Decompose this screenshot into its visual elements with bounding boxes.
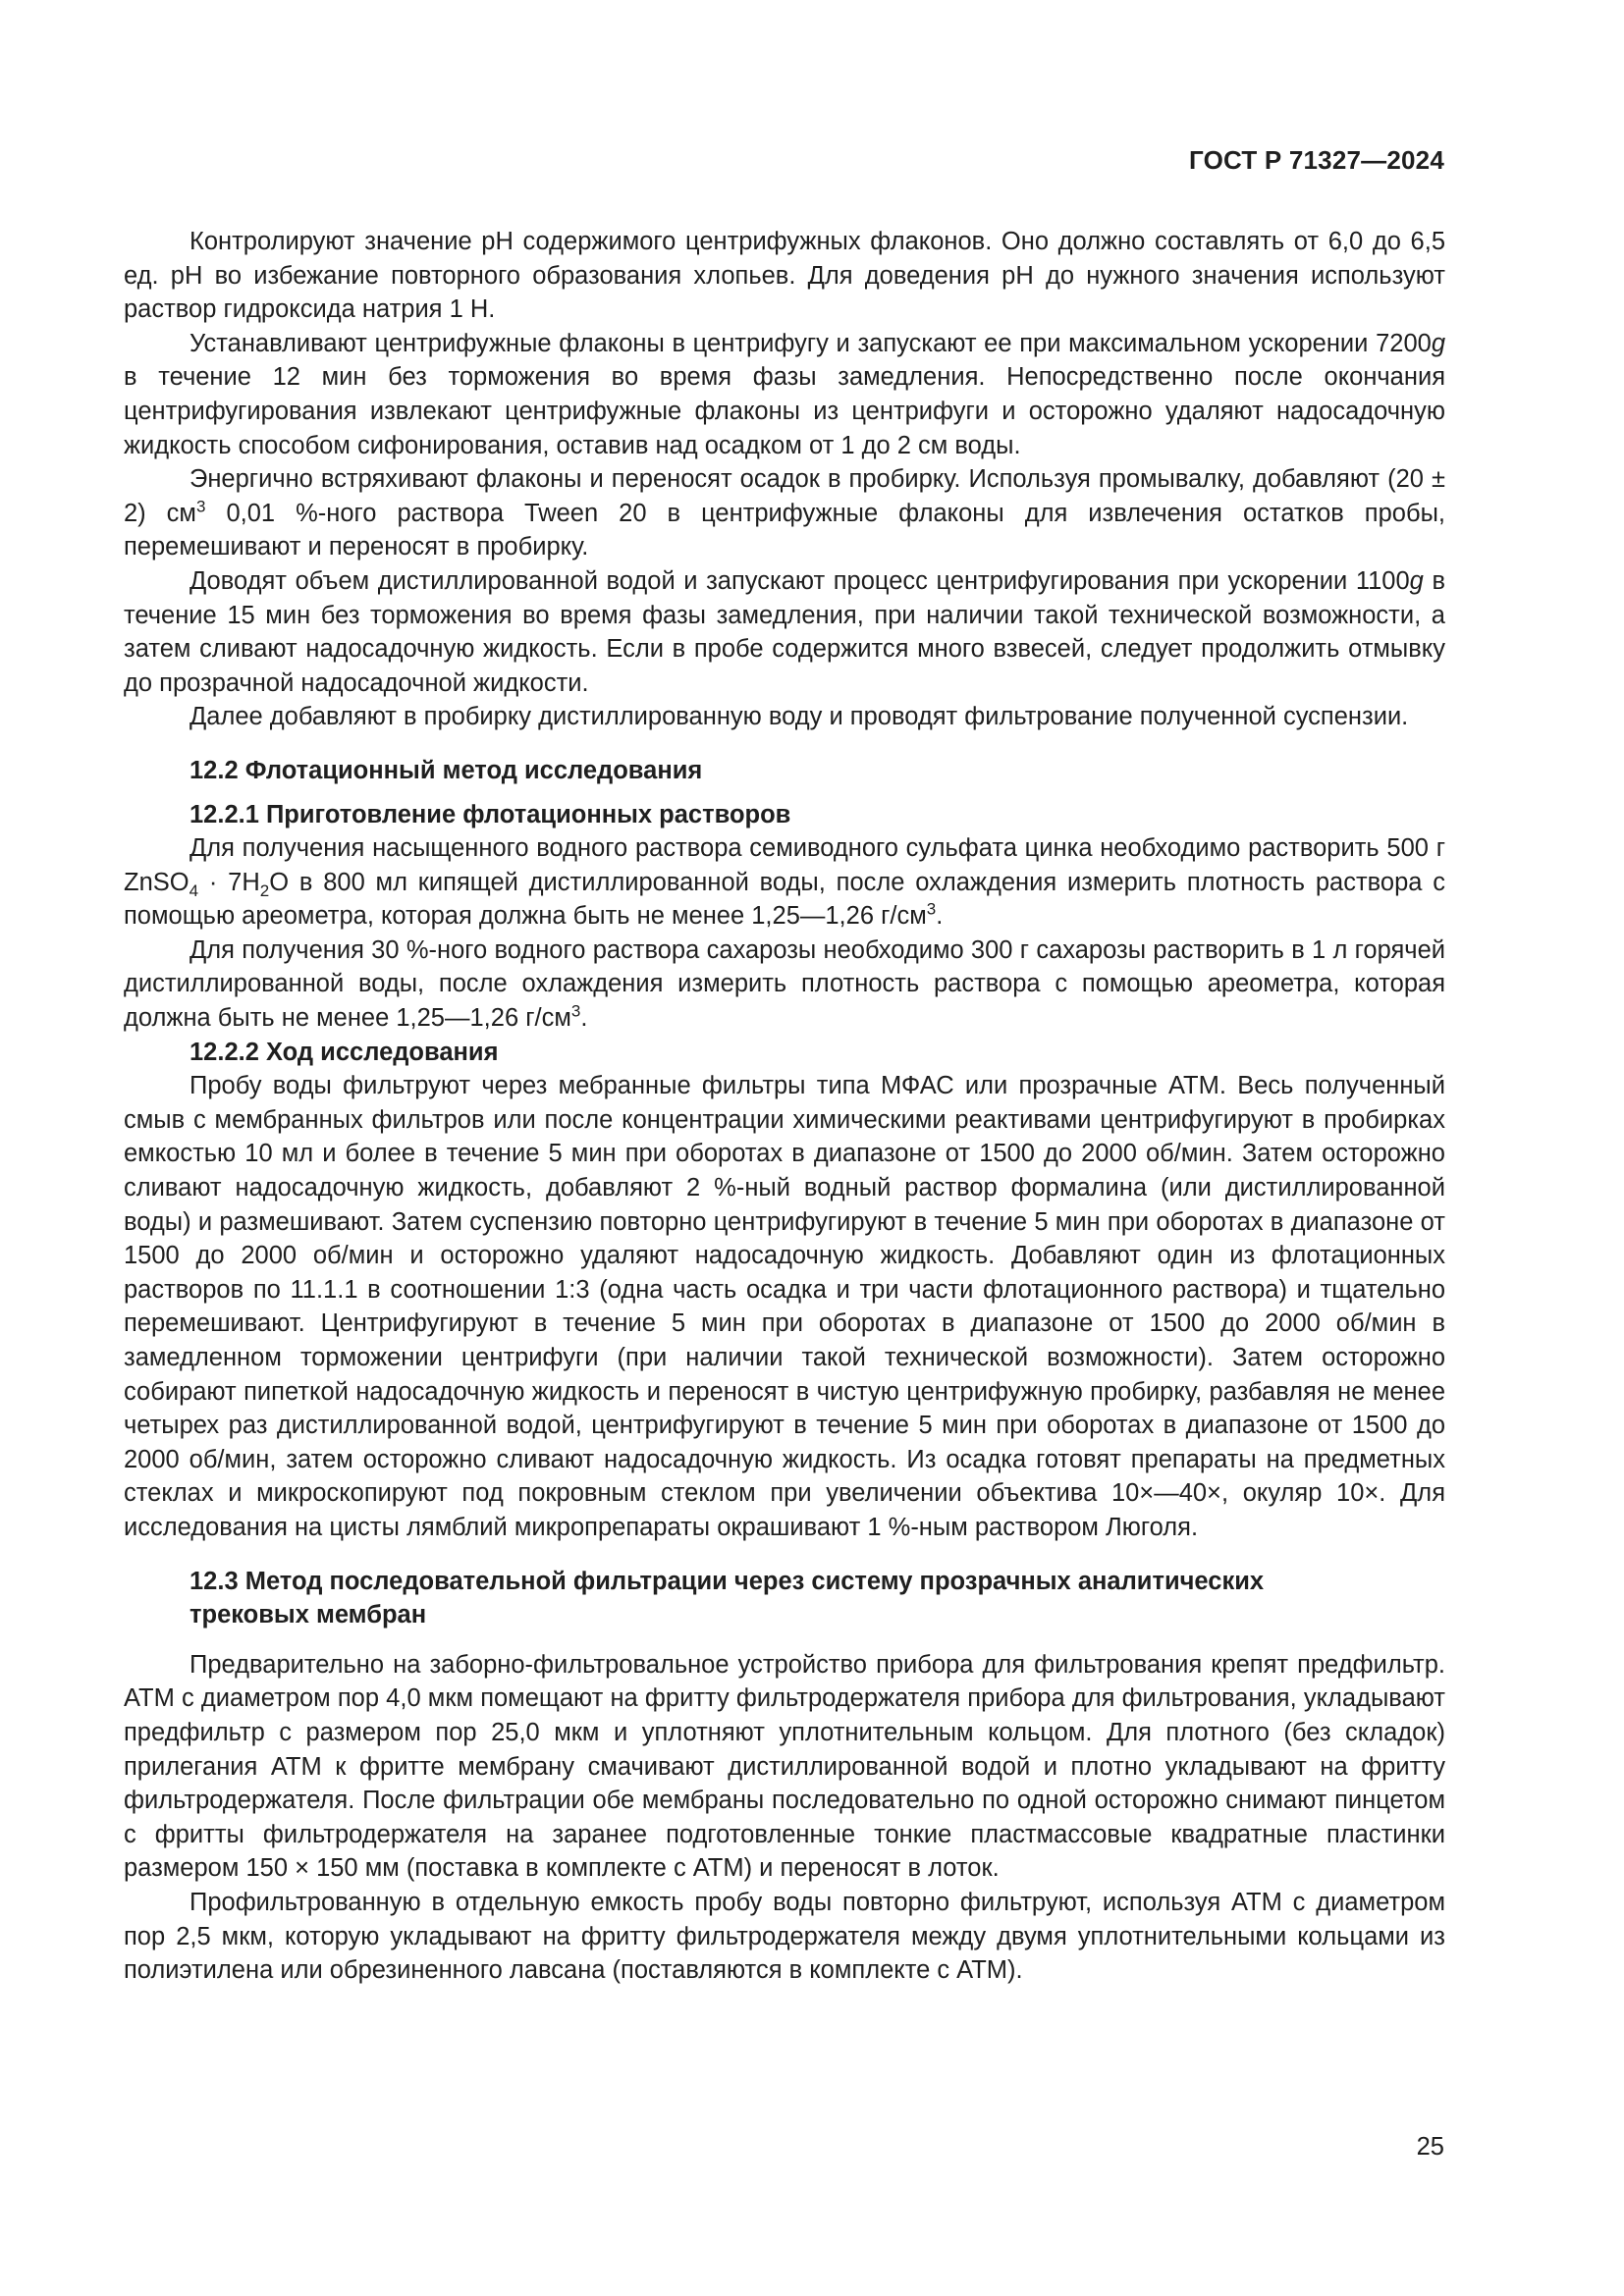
- document-body: [124, 225, 1445, 1988]
- section-heading-12-3: 12.3 Метод последовательной фильтрации через систему прозрачных аналитических трековых мембран: [189, 1567, 1265, 1629]
- paragraph-filtration: Далее добавляют в пробирку дистиллированную воду и проводят фильтрование полученной суспензии.: [189, 703, 1409, 731]
- subsection-heading-12-2-1: 12.2.1 Приготовление флотационных растворов: [189, 800, 791, 828]
- document-number: ГОСТ Р 71327—2024: [1189, 145, 1444, 175]
- paragraph-prefilter: Предварительно на заборно-фильтровальное устройство прибора для фильтрования крепят предфильтр. АТМ с диаметром пор 4,0 мкм помещают на фритту фильтродержателя прибора для фильтрования, укладывают предфильтр с размером пор 25,0 мкм и уплотняют уплотнительным кольцом. Для плотного (без складок) прилегания АТМ к фритте мембрану смачивают дистиллированной водой и плотно укладывают на фритту фильтродержателя. После фильтрации обе мембраны последовательно по одной осторожно снимают пинцетом с фритты фильтродержателя на заранее подготовленные тонкие пластмассовые квадратные пластинки размером 150 × 150 мм (поставка в комплекте с АТМ) и переносят в лоток.: [124, 1650, 1445, 1883]
- page-number: 25: [1416, 2133, 1444, 2161]
- paragraph-sucrose: Для получения 30 %-ного водного раствора сахарозы необходимо 300 г сахарозы растворить в 1 л горячей дистиллированной воды, после охлаждения измерить плотность раствора с помощью ареометра, которая должна быть не менее 1,25—1,26 $г/см^3$.: [124, 935, 1445, 1033]
- paragraph-refiltration: Профильтрованную в отдельную емкость пробу воды повторно фильтруют, используя АТМ с диаметром пор 2,5 мкм, которую укладывают на фритту фильтродержателя между двумя уплотнительными кольцами из полиэтилена или обрезиненного лавсана (поставляются в комплекте с АТМ).: [124, 1888, 1445, 1985]
- paragraph-centrifuge: Устанавливают центрифужные флаконы в центрифугу и запускают ее при максимальном ускорении 7200g в течение 12 мин без торможения во время фазы замедления. Непосредственно после окончания центрифугирования извлекают центрифужные флаконы из центрифуги и осторожно удаляют надосадочную жидкость способом сифонирования, оставив над осадком от 1 до 2 см воды.: [124, 329, 1445, 459]
- section-heading-12-2: 12.2 Флотационный метод исследования: [189, 756, 703, 784]
- paragraph-ph-control: Контролируют значение pH содержимого центрифужных флаконов. Оно должно составлять от 6,0 до 6,5 ед. pH во избежание повторного образования хлопьев. Для доведения pH до нужного значения используют раствор гидроксида натрия 1 Н.: [124, 228, 1445, 324]
- paragraph-shake: Энергично встряхивают флаконы и переносят осадок в пробирку. Используя промывалку, добавляют (20 ± 2) $см^3$ 0,01 %-ного раствора Tween 20 в центрифужные флаконы для извлечения остатков пробы, перемешивают и переносят в пробирку.: [124, 465, 1445, 561]
- subsection-heading-12-2-2: 12.2.2 Ход исследования: [189, 1038, 499, 1066]
- paragraph-procedure: Пробу воды фильтруют через мебранные фильтры типа МФАС или прозрачные АТМ. Весь полученный смыв с мембранных фильтров или после концентрации химическими реактивами центрифугируют в пробирках емкостью 10 мл и более в течение 5 мин при оборотах в диапазоне от 1500 до 2000 об/мин. Затем осторожно сливают надосадочную жидкость, добавляют 2 %-ный водный раствор формалина (или дистиллированной воды) и размешивают. Затем суспензию повторно центрифугируют в течение 5 мин при оборотах в диапазоне от 1500 до 2000 об/мин и осторожно удаляют надосадочную жидкость. Добавляют один из флотационных растворов по 11.1.1 в соотношении 1:3 (одна часть осадка и три части флотационного раствора) и тщательно перемешивают. Центрифугируют в течение 5 мин при оборотах в диапазоне от 1500 до 2000 об/мин в замедленном торможении центрифуги (при наличии такой технической возможности). Затем осторожно собирают пипеткой надосадочную жидкость и переносят в чистую центрифужную пробирку, разбавляя не менее четырех раз дистиллированной водой, центрифугируют в течение 5 мин при оборотах в диапазоне от 1500 до 2000 об/мин, затем осторожно сливают надосадочную жидкость. Из осадка готовят препараты на предметных стеклах и микроскопируют под покровным стеклом при увеличении объектива 10×—40×, окуляр 10×. Для исследования на цисты лямблий микропрепараты окрашивают 1 %-ным раствором Люголя.: [124, 1072, 1445, 1541]
- paragraph-zinc-sulfate: Для получения насыщенного водного раствора семиводного сульфата цинка необходимо растворить 500 г ZnSO$_4$ · $7H_2O$ в 800 мл кипящей дистиллированной воды, после охлаждения измерить плотность раствора с помощью ареометра, которая должна быть не менее 1,25—1,26 $г/см^3$.: [124, 834, 1446, 931]
- paragraph-distilled: Доводят объем дистиллированной водой и запускают процесс центрифугирования при ускорении 1100g в течение 15 мин без торможения во время фазы замедления, при наличии такой технической возможности, а затем сливают надосадочную жидкость. Если в пробе содержится много взвесей, следует продолжить отмывку до прозрачной надосадочной жидкости.: [124, 566, 1445, 697]
